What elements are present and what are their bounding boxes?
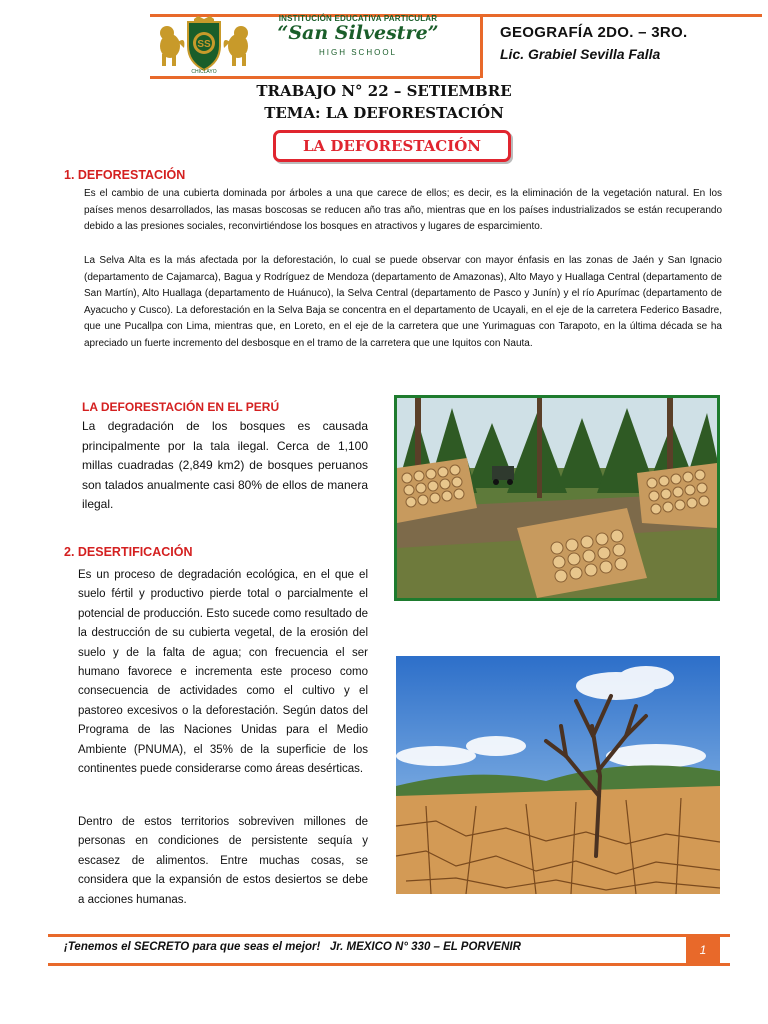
teacher-name: Lic. Grabiel Sevilla Falla xyxy=(500,46,661,62)
institution-subtitle: HIGH SCHOOL xyxy=(318,48,397,57)
topic-badge: LA DEFORESTACIÓN xyxy=(273,130,511,162)
header-divider xyxy=(480,14,483,78)
lion-right-icon xyxy=(224,26,248,66)
lion-left-icon xyxy=(160,26,184,66)
section1-paragraph-2: La Selva Alta es la más afectada por la deforestación, lo cual se puede observar con mayor énfasis en las zonas de Jaén y San Ignacio (departamento de Cajamarca), Bagua y Rodríguez de Mendoza (departamento de Amazonas), Alto Mayo y Huallaga Central (departamento de San Martín), Alto Huallaga (departamento de Huánuco), la Selva Central (departamento de Pasco y Junín) y el río Apurímac (departamento de Ayacucho y Cusco). La deforestación en la Selva Baja se concentra en el departamento de Ucayali, en el eje de la carretera Federico Basadre, que une Pucallpa con Lima, mientras que, en Loreto, en el eje de la carretera que une Yurimaguas con Tarapoto, en la última década se ha apreciado un fuerte incremento del desbosque en el tramo de la carretera que une Iquitos con Nauta. xyxy=(84,255,722,349)
section1-paragraph-1: Es el cambio de una cubierta dominada por árboles a una que carece de ellos; es decir, es la eliminación de la vegetación natural. En los países menos desarrollados, las masas boscosas se reducen año tras año, mientras que en los países industrializados se están recuperando debido a las presiones sociales, reconvirtiéndose los bosques en atractivos y lugares de esparcimiento. xyxy=(84,188,722,233)
footer-top-rule xyxy=(48,934,730,937)
institution-type: INSTITUCIÓN EDUCATIVA PARTICULAR xyxy=(278,14,438,23)
section-heading-deforestacion: 1. DEFORESTACIÓN xyxy=(64,168,186,182)
footer-slogan: ¡Tenemos el SECRETO para que seas el mejor! Jr. MEXICO N° 330 – EL PORVENIR xyxy=(64,941,521,953)
school-logo xyxy=(152,16,256,74)
svg-text:CHICLAYO: CHICLAYO xyxy=(191,69,217,74)
footer-bottom-rule xyxy=(48,963,730,966)
svg-text:SS: SS xyxy=(197,39,211,50)
institution-name: “San Silvestre” xyxy=(277,22,439,44)
section2-paragraph-1: Es un proceso de degradación ecológica, en el que el suelo fértil y productivo pierde total o parcialmente el potencial de producción. Esto sucede como resultado de la destrucción de su cubierta vegetal, de la erosión del suelo y de la falta de agua; con frecuencia el ser humano favorece e incrementa este proceso como consecuencia de actividades como el cultivo y el pastoreo excesivos o la deforestación. Según datos del Programa de las Naciones Unidas para el Medio Ambiente (PNUMA), el 35% de la superficie de los continentes puede considerarse como áreas desérticas. xyxy=(78,569,368,776)
page-number: 1 xyxy=(686,936,720,964)
assignment-title: TRABAJO N° 22 – SETIEMBRE xyxy=(256,82,512,100)
logging-photo xyxy=(394,395,720,601)
section2-paragraph-2: Dentro de estos territorios sobreviven millones de personas en condiciones de persistente sequía y escasez de alimentos. Entre muchas cosas, se considera que la expansión de estos desiertos se debe a acciones humanas. xyxy=(78,816,368,906)
course-label: GEOGRAFÍA 2DO. – 3RO. xyxy=(500,24,688,41)
subsection-heading-peru: LA DEFORESTACIÓN EN EL PERÚ xyxy=(82,400,280,414)
desertification-photo xyxy=(396,656,720,894)
peru-paragraph: La degradación de los bosques es causada principalmente por la tala ilegal. Cerca de 1,100 millas cuadradas (2,849 km2) de bosques peruanos son talados anualmente casi 80% de ellos de manera ilegal. xyxy=(82,419,368,512)
section-heading-desertificacion: 2. DESERTIFICACIÓN xyxy=(64,545,193,559)
header-bottom-rule xyxy=(150,76,480,79)
topic-title: TEMA: LA DEFORESTACIÓN xyxy=(264,104,504,122)
